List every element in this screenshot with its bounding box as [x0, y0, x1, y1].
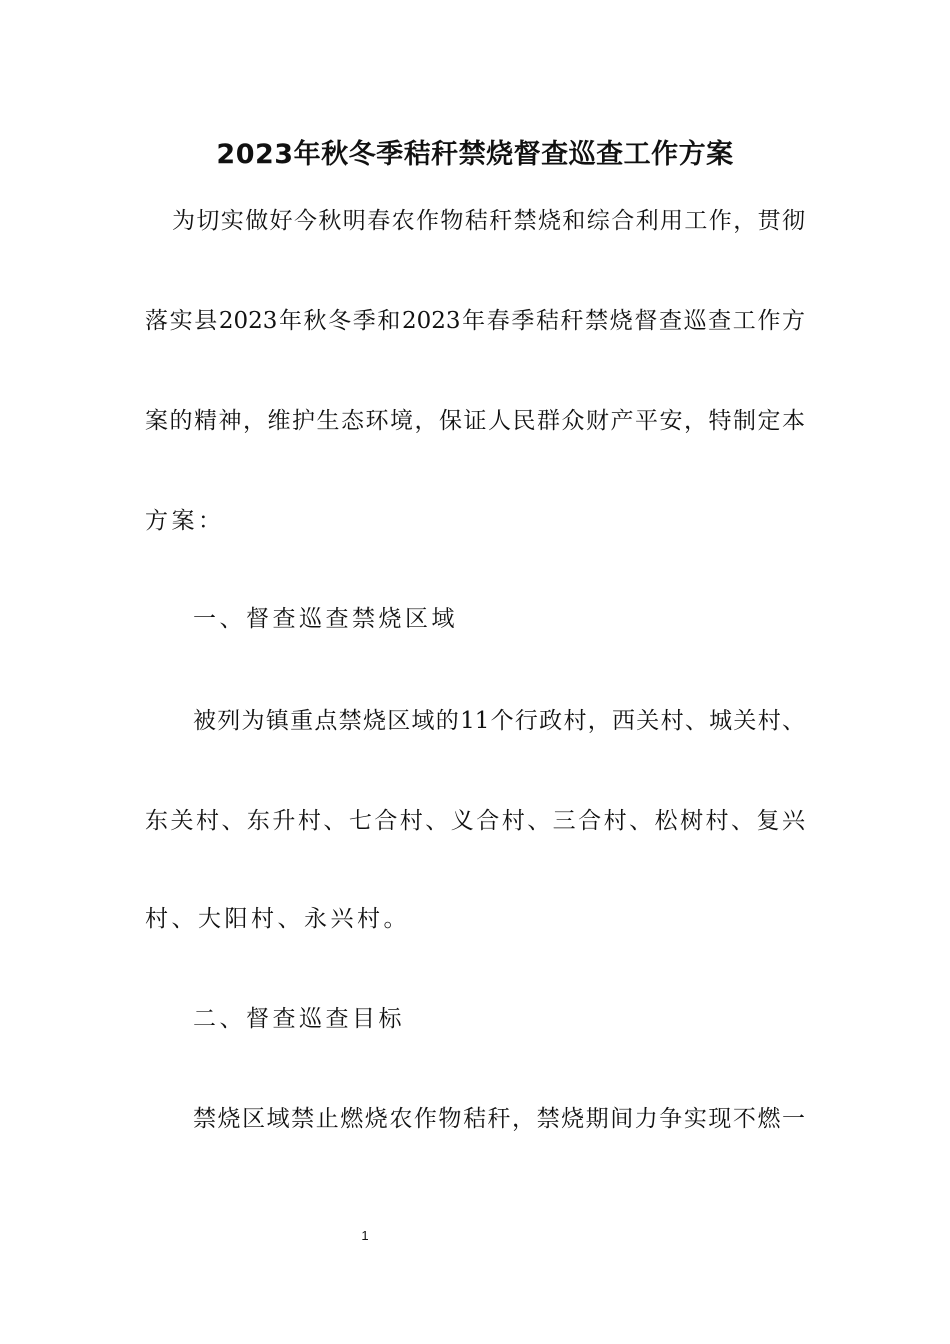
paragraph-line: 东关村、东升村、七合村、义合村、三合村、松树村、复兴: [145, 808, 805, 834]
paragraph-line: 禁烧区域禁止燃烧农作物秸秆，禁烧期间力争实现不燃一: [193, 1106, 805, 1132]
paragraph-line: 方案：: [145, 508, 225, 534]
paragraph-line: 被列为镇重点禁烧区域的11个行政村，西关村、城关村、: [193, 708, 805, 734]
paragraph-line: 案的精神，维护生态环境，保证人民群众财产平安，特制定本: [145, 408, 805, 434]
document-title: 2023年秋冬季秸秆禁烧督查巡查工作方案: [216, 139, 734, 170]
paragraph-line: 落实县2023年秋冬季和2023年春季秸秆禁烧督查巡查工作方: [145, 308, 805, 334]
page-number: 1: [361, 1228, 369, 1243]
section-heading: 一、督查巡查禁烧区域: [193, 606, 458, 632]
paragraph-line: 为切实做好今秋明春农作物秸秆禁烧和综合利用工作，贯彻: [172, 208, 805, 234]
section-heading: 二、督查巡查目标: [193, 1006, 405, 1032]
paragraph-line: 村、大阳村、永兴村。: [145, 906, 410, 932]
